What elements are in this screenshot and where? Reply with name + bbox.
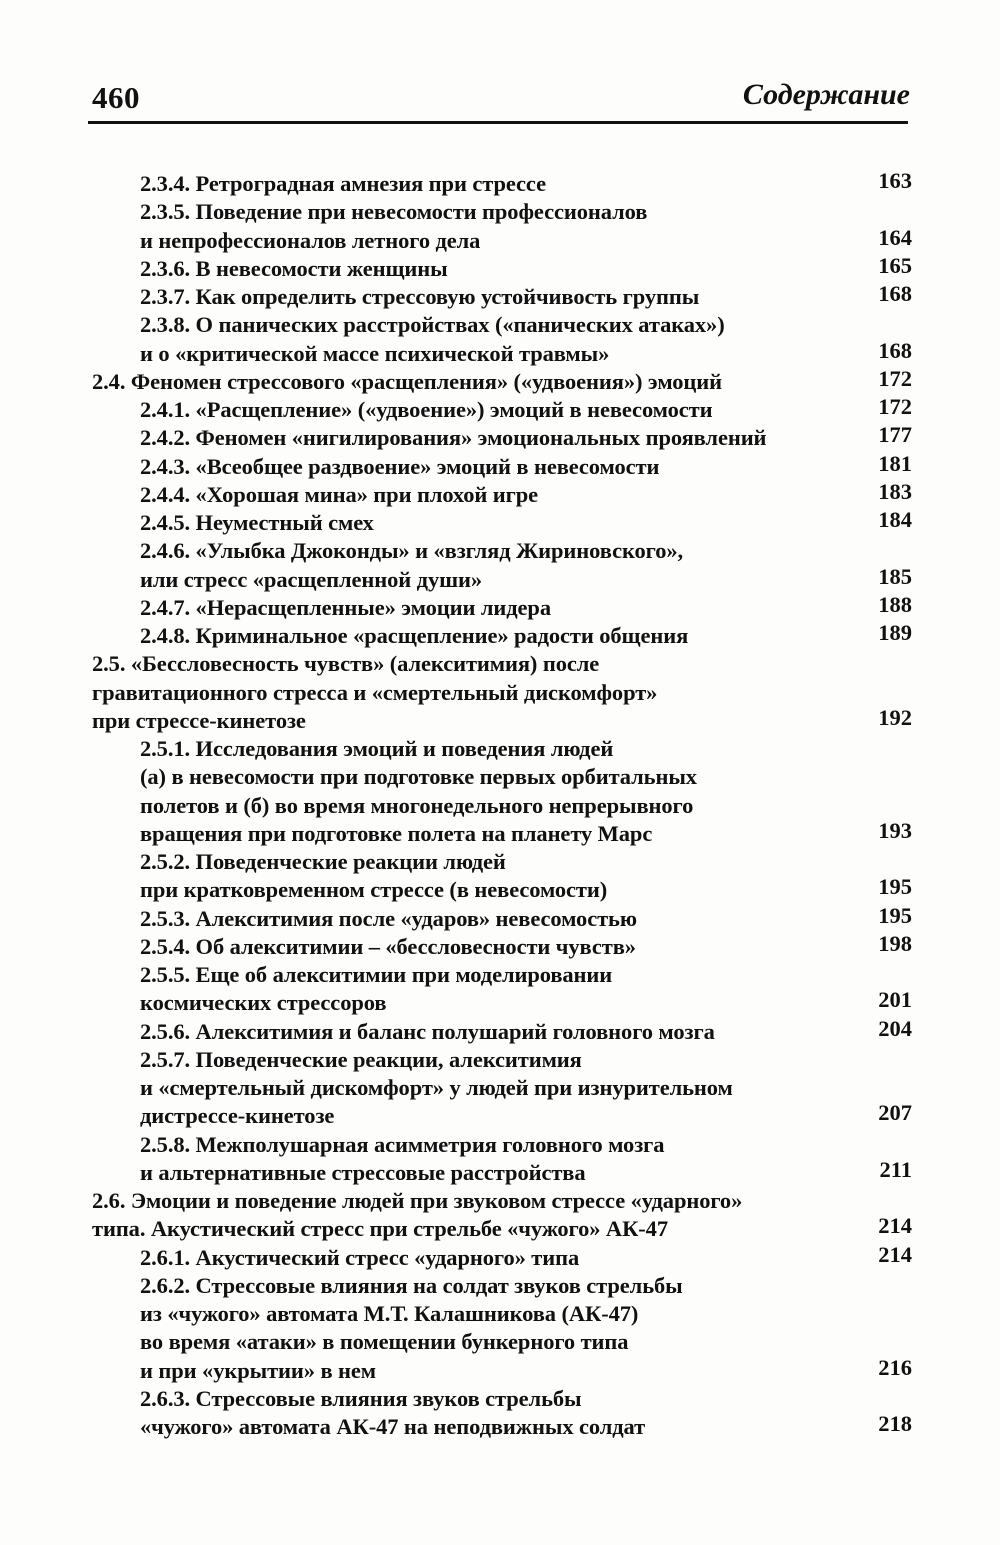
toc-page-number: 168: [878, 281, 912, 306]
toc-entry: [0, 450, 1000, 481]
toc-page-number: 184: [878, 507, 912, 532]
toc-page-number: 193: [878, 817, 912, 843]
toc-entry: [0, 509, 1000, 537]
toc-page-number: 204: [878, 1015, 912, 1041]
toc-entry-line: и при «укрытии» в нем: [140, 1357, 377, 1383]
toc-entry: [0, 396, 1000, 424]
toc-entry-line: 2.4.6. «Улыбка Джоконды» и «взгляд Жириновского»,: [140, 538, 684, 564]
toc-page-number: 195: [878, 874, 912, 900]
toc-entry: [0, 170, 1000, 198]
toc-entry: [0, 1015, 1000, 1046]
toc-entry-line: 2.3.8. О панических расстройствах («панических атаках»): [140, 312, 725, 338]
toc-entry: [0, 198, 1000, 255]
page-number: 460: [92, 80, 140, 115]
toc-entry-line: при кратковременном стрессе (в невесомости): [140, 877, 608, 903]
toc-entry: [0, 1272, 1000, 1385]
toc-page-number: 211: [879, 1156, 912, 1182]
toc-entry-line: дистрессе-кинетозе: [140, 1103, 335, 1129]
toc-entry: [0, 478, 1000, 509]
toc-entry-line: 2.4. Феномен стрессового «расщепления» («удвоения») эмоций: [92, 368, 722, 394]
toc-page-number: 185: [878, 563, 912, 589]
toc-entry-line: 2.4.4. «Хорошая мина» при плохой игре: [140, 481, 539, 507]
running-head: Содержание: [742, 78, 910, 111]
toc-entry: [0, 930, 1000, 961]
toc-entry-line: космических стрессоров: [140, 990, 387, 1016]
toc-entry-line: 2.5.4. Об алекситимии – «бессловесности чувств»: [140, 933, 636, 959]
toc-entry-line: 2.5.2. Поведенческие реакции людей: [140, 849, 506, 874]
toc-entry: [0, 622, 1000, 650]
toc-entry: [0, 365, 1000, 396]
toc-entry-line: 2.5.5. Еще об алекситимии при моделировании: [140, 962, 613, 987]
toc-entry-line: вращения при подготовке полета на планету Марс: [140, 820, 653, 846]
toc-entry-line: 2.4.8. Криминальное «расщепление» радости общения: [140, 623, 689, 648]
toc-entry-line: 2.4.7. «Нерасщепленные» эмоции лидера: [140, 594, 551, 620]
toc-entry-line: (а) в невесомости при подготовке первых орбитальных: [140, 764, 697, 790]
toc-page-number: 163: [878, 168, 912, 193]
toc-page-number: 164: [878, 224, 912, 250]
toc-entry-line: гравитационного стресса и «смертельный дискомфорт»: [92, 679, 658, 705]
toc-entry-line: «чужого» автомата АК-47 на неподвижных солдат: [140, 1414, 646, 1439]
toc-entry: [0, 1241, 1000, 1272]
toc-entry-line: при стрессе-кинетозе: [92, 707, 306, 733]
toc-page-number: 207: [878, 1100, 912, 1126]
toc-entry-line: 2.6. Эмоции и поведение людей при звуковом стрессе «ударного»: [92, 1188, 743, 1213]
toc-page-number: 214: [878, 1241, 912, 1267]
toc-entry-line: типа. Акустический стресс при стрельбе «чужого» АК-47: [92, 1216, 668, 1242]
toc-page-number: 192: [878, 704, 912, 730]
toc-entry-line: 2.3.4. Ретроградная амнезия при стрессе: [140, 171, 546, 196]
toc-page-number: 195: [878, 902, 912, 928]
toc-page-number: 198: [878, 930, 912, 956]
toc-page-number: 188: [878, 591, 912, 617]
toc-page-number: 214: [878, 1213, 912, 1239]
toc-entry-line: и «смертельный дискомфорт» у людей при изнурительном: [140, 1075, 733, 1100]
table-of-contents: [0, 170, 1000, 1441]
toc-entry: [0, 848, 1000, 905]
toc-entry: [0, 1131, 1000, 1188]
toc-entry-line: и о «критической массе психической травмы»: [140, 340, 610, 366]
toc-entry-line: 2.4.5. Неуместный смех: [140, 510, 374, 535]
toc-entry-line: и непрофессионалов летного дела: [140, 227, 481, 253]
toc-page-number: 172: [878, 365, 912, 391]
toc-entry-line: или стресс «расщепленной души»: [140, 566, 483, 592]
toc-entry-line: полетов и (б) во время многонедельного непрерывного: [140, 792, 694, 818]
toc-entry: [0, 424, 1000, 452]
toc-page-number: 216: [878, 1354, 912, 1380]
toc-page-number: 168: [878, 337, 912, 363]
toc-entry-line: 2.3.5. Поведение при невесомости профессионалов: [140, 199, 648, 225]
toc-entry: [0, 961, 1000, 1018]
toc-entry: [0, 252, 1000, 283]
toc-entry-line: 2.6.1. Акустический стресс «ударного» типа: [140, 1244, 580, 1270]
toc-entry-line: 2.5.8. Межполушарная асимметрия головного мозга: [140, 1131, 665, 1157]
toc-page-number: 189: [878, 620, 912, 645]
toc-entry: [0, 311, 1000, 368]
toc-entry: [0, 537, 1000, 594]
toc-entry-line: 2.5.7. Поведенческие реакции, алекситимия: [140, 1046, 582, 1072]
toc-entry-line: 2.6.2. Стрессовые влияния на солдат звуков стрельбы: [140, 1272, 683, 1298]
toc-entry-line: 2.4.3. «Всеобщее раздвоение» эмоций в невесомости: [140, 453, 660, 479]
toc-entry: [0, 1385, 1000, 1442]
toc-entry: [0, 650, 1000, 735]
toc-entry: [0, 1046, 1000, 1131]
toc-entry-line: 2.4.1. «Расщепление» («удвоение») эмоций в невесомости: [140, 397, 713, 422]
toc-entry-line: 2.4.2. Феномен «нигилирования» эмоциональных проявлений: [140, 425, 767, 451]
toc-entry: [0, 1187, 1000, 1244]
toc-page-number: 177: [878, 422, 912, 448]
header-rule: [88, 121, 908, 124]
toc-entry-line: 2.3.7. Как определить стрессовую устойчивость группы: [140, 284, 700, 309]
toc-entry-line: во время «атаки» в помещении бункерного типа: [140, 1329, 629, 1355]
toc-entry: [0, 283, 1000, 311]
toc-page-number: 183: [878, 478, 912, 504]
toc-entry-line: 2.5.3. Алекситимия после «ударов» невесомостью: [140, 905, 637, 931]
toc-entry-line: 2.5.1. Исследования эмоций и поведения людей: [140, 736, 614, 761]
toc-entry: [0, 735, 1000, 848]
toc-entry-line: 2.3.6. В невесомости женщины: [140, 255, 448, 281]
toc-page-number: 172: [878, 394, 912, 419]
toc-entry-line: 2.6.3. Стрессовые влияния звуков стрельбы: [140, 1385, 582, 1411]
toc-entry-line: 2.5.6. Алекситимия и баланс полушарий головного мозга: [140, 1018, 715, 1044]
toc-entry-line: из «чужого» автомата М.Т. Калашникова (АК-47): [140, 1301, 639, 1326]
toc-page-number: 181: [878, 450, 912, 476]
toc-page-number: 201: [878, 987, 912, 1013]
toc-entry-line: 2.5. «Бессловесность чувств» (алекситимия) после: [92, 651, 600, 677]
toc-entry-line: и альтернативные стрессовые расстройства: [140, 1159, 586, 1185]
toc-page-number: 218: [878, 1411, 912, 1436]
toc-entry: [0, 902, 1000, 933]
toc-entry: [0, 591, 1000, 622]
toc-page-number: 165: [878, 252, 912, 278]
